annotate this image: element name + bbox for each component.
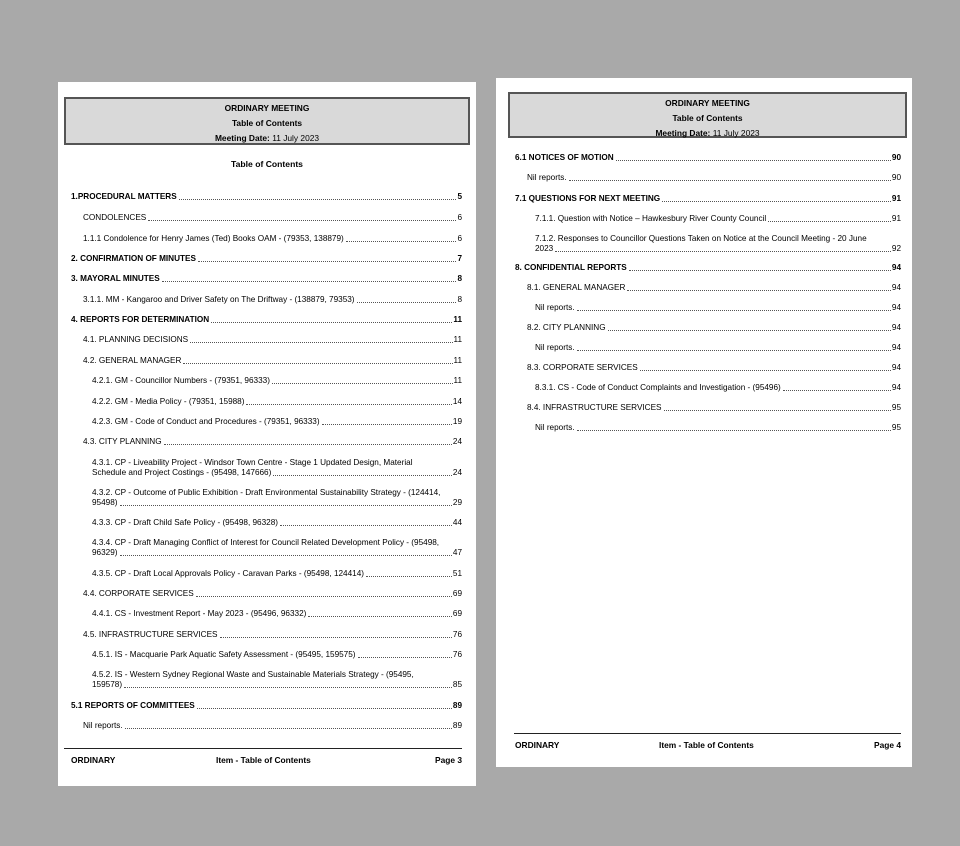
toc-entry [83,234,462,244]
dot-leader [198,261,457,262]
toc-page-number: 94 [891,363,901,372]
toc-page-number: 92 [891,244,901,253]
toc-entry-text: 4.3.5. CP - Draft Local Approvals Policy - Caravan Parks - (95498, 124414) [92,569,364,578]
dot-leader [358,657,452,658]
footer-left: ORDINARY [71,755,116,765]
toc-entry-text-line1: 4.5.2. IS - Western Sydney Regional Waste and Sustainable Materials Strategy - (95495, [92,670,414,679]
toc-entry [92,417,462,427]
toc-section-heading [515,263,901,273]
header-subtitle: Table of Contents [231,118,303,128]
toc-page-number: 51 [452,569,462,578]
dot-leader [220,637,452,638]
toc-entry [92,518,462,528]
toc-page-number: 94 [891,343,901,352]
toc-page-number: 69 [452,609,462,618]
toc-entry-text: 4.4.1. CS - Investment Report - May 2023 - (95496, 96332) [92,609,307,618]
dot-leader [555,251,891,252]
footer-page-number: Page 4 [873,740,901,750]
dot-leader [322,424,452,425]
toc-page-number: 76 [452,630,462,639]
toc-entry [83,589,462,599]
toc-entry-text: 5.1 REPORTS OF COMMITTEES [71,701,195,710]
toc-page-number: 94 [891,283,901,292]
toc-entry [83,437,462,447]
toc-page-number: 24 [452,468,462,477]
dot-leader [569,180,891,181]
header-title: ORDINARY MEETING [665,98,750,108]
toc-page-number: 90 [891,173,901,182]
dot-leader [197,708,452,709]
toc-page-number: 8 [457,274,462,283]
dot-leader [577,430,891,431]
toc-entry-text: 1.PROCEDURAL MATTERS [71,192,177,201]
toc-entry-text: 4.5. INFRASTRUCTURE SERVICES [83,630,218,639]
page-header [64,97,470,145]
toc-entry-text: 8.2. CITY PLANNING [527,323,606,332]
toc-entry [92,650,462,660]
toc-page-number: 90 [891,153,901,162]
toc-entry [83,213,462,223]
toc-entry-text: 2. CONFIRMATION OF MINUTES [71,254,196,263]
dot-leader [211,322,452,323]
toc-page-number: 95 [891,423,901,432]
toc-entry-text: 8.1. GENERAL MANAGER [527,283,626,292]
toc-page-number: 11 [453,335,462,344]
dot-leader [629,270,891,271]
toc-entry-text: 159578) [92,680,123,689]
header-title: ORDINARY MEETING [224,103,310,113]
toc-page-number: 11 [453,356,462,365]
page-header [508,92,907,138]
toc-entry-text: 4. REPORTS FOR DETERMINATION [71,315,210,324]
document-page-4 [496,78,912,767]
header-subtitle: Table of Contents [672,113,743,123]
footer-rule [64,748,462,749]
toc-entry-text: 8.3.1. CS - Code of Conduct Complaints and Investigation - (95496) [535,383,781,392]
toc-entry-text: 8. CONFIDENTIAL REPORTS [515,263,627,272]
toc-entry-text: 4.1. PLANNING DECISIONS [83,335,189,344]
toc-entry-text: Nil reports. [535,343,575,352]
toc-page-number: 8 [457,295,462,304]
footer-center: Item - Table of Contents [216,755,311,765]
toc-entry-text: 96329) [92,548,118,557]
toc-section-heading [515,153,901,163]
toc-page-number: 94 [891,383,901,392]
dot-leader [577,310,891,311]
dot-leader [783,390,891,391]
toc-section-heading [71,701,462,711]
toc-page-number: 94 [891,323,901,332]
dot-leader [357,302,457,303]
toc-page-number: 91 [891,214,901,223]
toc-page-number: 95 [891,403,901,412]
toc-entry-text: 7.1.1. Question with Notice – Hawkesbury River County Council [535,214,767,223]
toc-page-number: 94 [891,303,901,312]
toc-entry [92,670,462,690]
dot-leader [346,241,457,242]
dot-leader [273,475,452,476]
header-date: Meeting Date: 11 July 2023 [214,133,320,143]
dot-leader [162,281,457,282]
toc-entry [92,376,462,386]
toc-entry [92,569,462,579]
toc-entry [535,303,901,313]
toc-page-number: 29 [452,498,462,507]
toc-page-number: 11 [453,376,462,385]
toc-entry-text: 4.2.1. GM - Councillor Numbers - (79351, 96333) [92,376,270,385]
toc-entry [527,403,901,413]
toc-entry [83,721,462,731]
toc-entry-text: 3. MAYORAL MINUTES [71,274,160,283]
toc-entry-text: 4.2.3. GM - Code of Conduct and Procedures - (79351, 96333) [92,417,320,426]
toc-entry-text: 8.3. CORPORATE SERVICES [527,363,638,372]
toc-page-number: 19 [452,417,462,426]
toc-entry-text-line1: 4.3.1. CP - Liveability Project - Windsor Town Centre - Stage 1 Updated Design, Material [92,458,413,467]
toc-entry-text: 4.3. CITY PLANNING [83,437,162,446]
toc-page-number: 7 [457,254,462,263]
toc-entry [535,383,901,393]
toc-page-number: 91 [891,194,901,203]
dot-leader [616,160,891,161]
toc-entry [92,538,462,558]
toc-entry [535,214,901,224]
dot-leader [190,342,452,343]
toc-entry-text: 95498) [92,498,118,507]
toc-entry [535,343,901,353]
toc-entry [527,173,901,183]
toc-entry [92,609,462,619]
toc-entry-text: 4.2.2. GM - Media Policy - (79351, 15988) [92,397,245,406]
dot-leader [272,383,453,384]
dot-leader [280,525,452,526]
toc-entry-text: CONDOLENCES [83,213,147,222]
header-date: Meeting Date: 11 July 2023 [655,128,760,138]
dot-leader [120,505,452,506]
toc-entry-text: 3.1.1. MM - Kangaroo and Driver Safety on The Driftway - (138879, 79353) [83,295,355,304]
toc-entry [83,335,462,345]
toc-entry-text-line1: 4.3.4. CP - Draft Managing Conflict of Interest for Council Related Development Policy - (95498, [92,538,440,547]
toc-entry-text: 6.1 NOTICES OF MOTION [515,153,614,162]
dot-leader [183,363,452,364]
footer-page-number: Page 3 [434,755,462,765]
toc-page-number: 69 [452,589,462,598]
toc-entry [83,356,462,366]
toc-entry-text: 4.3.3. CP - Draft Child Safe Policy - (95498, 96328) [92,518,278,527]
toc-page-number: 5 [457,192,462,201]
dot-leader [120,555,452,556]
toc-section-heading [71,254,462,264]
toc-entry-text: 4.5.1. IS - Macquarie Park Aquatic Safety Assessment - (95495, 159575) [92,650,356,659]
document-page-3 [58,82,476,786]
toc-page-number: 89 [452,721,462,730]
dot-leader [577,350,891,351]
toc-page-number: 14 [452,397,462,406]
toc-entry-text: 8.4. INFRASTRUCTURE SERVICES [527,403,662,412]
toc-section-heading [71,315,462,325]
toc-page-number: 11 [453,315,462,324]
dot-leader [608,330,891,331]
footer-center: Item - Table of Contents [659,740,754,750]
toc-entry [92,488,462,508]
toc-entry-text: 2023 [535,244,554,253]
toc-entry [527,283,901,293]
toc-page-number: 6 [457,234,462,243]
dot-leader [640,370,891,371]
dot-leader [125,728,452,729]
dot-leader [124,687,452,688]
toc-title: Table of Contents [231,159,303,169]
dot-leader [308,616,452,617]
toc-page-number: 85 [452,680,462,689]
toc-entry-text: Nil reports. [83,721,123,730]
toc-section-heading [515,194,901,204]
footer-left: ORDINARY [515,740,560,750]
toc-page-number: 76 [452,650,462,659]
toc-page-number: 44 [452,518,462,527]
toc-entry-text-line1: 7.1.2. Responses to Councillor Questions Taken on Notice at the Council Meeting - 20 June [535,234,867,243]
toc-page-number: 89 [452,701,462,710]
toc-entry-text: 1.1.1 Condolence for Henry James (Ted) Books OAM - (79353, 138879) [83,234,344,243]
toc-entry [83,630,462,640]
dot-leader [196,596,452,597]
toc-entry [535,234,901,254]
toc-entry-text: Schedule and Project Costings - (95498, 147666) [92,468,272,477]
dot-leader [246,404,451,405]
toc-entry [527,363,901,373]
toc-entry-text: Nil reports. [535,303,575,312]
dot-leader [164,444,452,445]
dot-leader [768,221,891,222]
toc-entry [92,397,462,407]
dot-leader [366,576,452,577]
toc-page-number: 94 [891,263,901,272]
toc-entry [83,295,462,305]
toc-page-number: 6 [457,213,462,222]
toc-section-heading [71,192,462,202]
dot-leader [664,410,891,411]
toc-entry-text: Nil reports. [527,173,567,182]
toc-entry [527,323,901,333]
toc-entry-text: 4.4. CORPORATE SERVICES [83,589,194,598]
toc-entry [92,458,462,478]
dot-leader [627,290,890,291]
footer-rule [514,733,901,734]
toc-entry-text: Nil reports. [535,423,575,432]
toc-page-number: 47 [452,548,462,557]
dot-leader [148,220,456,221]
toc-entry-text: 4.2. GENERAL MANAGER [83,356,182,365]
toc-section-heading [71,274,462,284]
toc-entry [535,423,901,433]
dot-leader [662,201,891,202]
toc-page-number: 24 [452,437,462,446]
toc-entry-text-line1: 4.3.2. CP - Outcome of Public Exhibition - Draft Environmental Sustainability Strategy - (124414, [92,488,441,497]
dot-leader [179,199,457,200]
toc-entry-text: 7.1 QUESTIONS FOR NEXT MEETING [515,194,661,203]
